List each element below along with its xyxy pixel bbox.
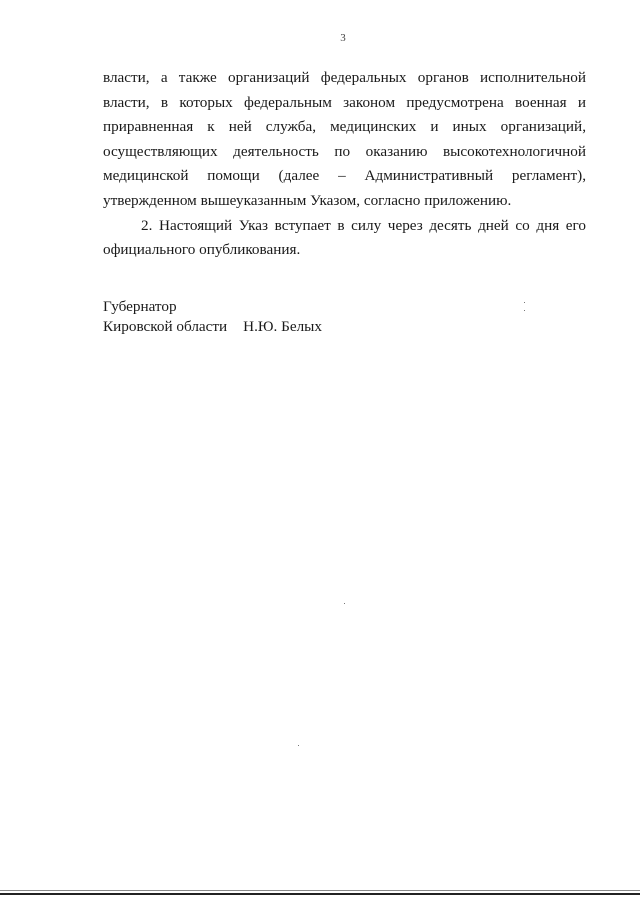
scan-speck [344,603,345,604]
signature-position-line-2 [103,317,322,337]
scan-speck [298,745,299,746]
page-number: 3 [340,32,346,44]
scan-speck [524,310,525,311]
scan-edge-rule [0,893,640,895]
scan-edge-line [0,890,640,891]
paragraph-1: власти, а также организаций федеральных органов исполнительной власти, в которых федеральным законом предусмотрена военная и приравненная к ней служба, медицинских и иных организаций, осуществляющих деятельность по оказанию высокотехнологичной медицинской помощи (далее – Административный регламент), утвержденном вышеуказанным Указом, согласно приложению. [103,69,586,209]
paragraph-2: 2. Настоящий Указ вступает в силу через десять дней со дня его официального опубликования. [103,216,586,259]
signature-position-line-1: Губернатор [103,298,177,315]
signature-region: Кировской области [103,318,228,335]
document-body [103,66,586,263]
scan-speck [524,302,525,303]
signatory-name: Н.Ю. Белых [243,318,322,335]
signature-block [103,297,322,337]
